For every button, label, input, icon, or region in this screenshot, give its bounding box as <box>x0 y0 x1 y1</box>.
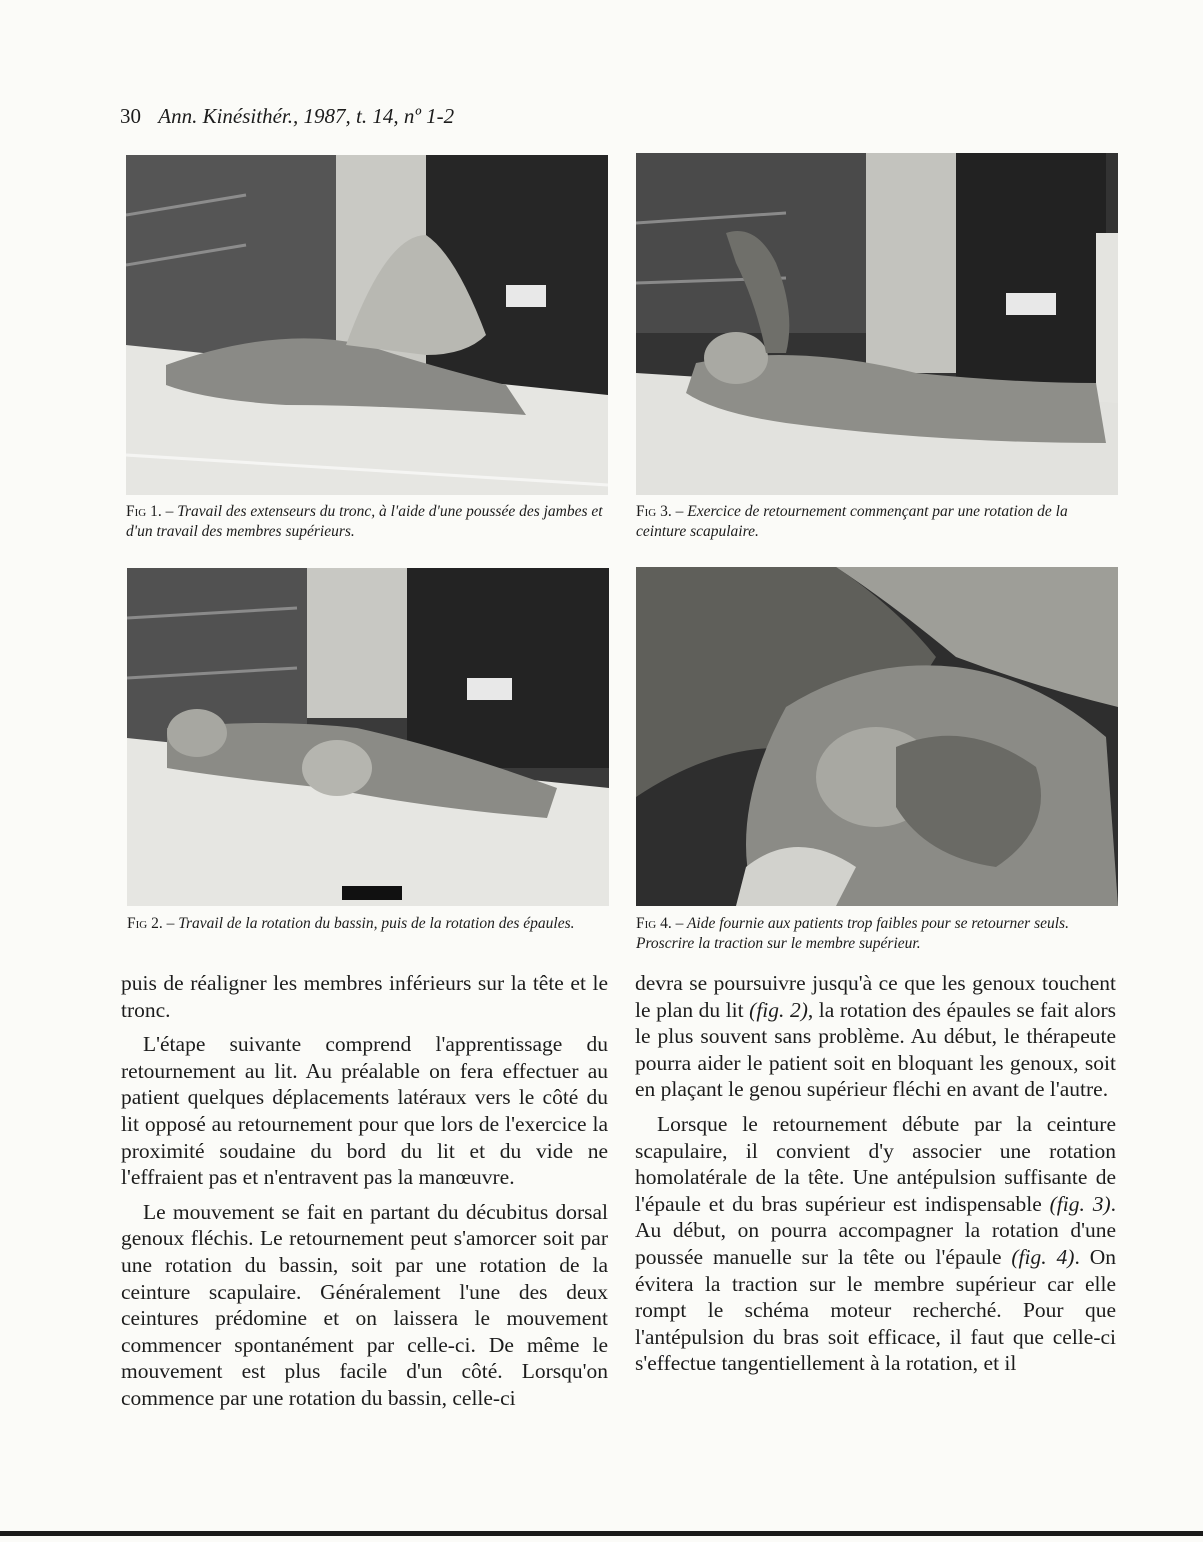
figure-2-label: Fig 2. <box>127 915 163 932</box>
fig-4-reference: (fig. 4) <box>1011 1244 1075 1269</box>
figure-1-label: Fig 1. <box>126 503 162 520</box>
figure-4-caption <box>636 914 1120 954</box>
fig-2-reference: (fig. 2) <box>749 997 808 1022</box>
right-p2-text-b: . Au début, on pourra accompagner la rotation d'une poussée manuelle sur la tête ou l'épaule <box>635 1191 1116 1269</box>
left-paragraph-3: Le mouvement se fait en partant du décubitus dorsal genoux fléchis. Le retournement peut s'amorcer soit par une rotation du bassin, soit par une rotation de la ceinture scapulaire. Généralement l'une des deux ceintures prédomine et on laissera le mouvement commencer spontanément par celle-ci. De même le mouvement est plus facile d'un côté. Lorsqu'on commence par une rotation du bassin, celle-ci <box>121 1199 608 1410</box>
left-paragraph-2: L'étape suivante comprend l'apprentissage du retournement au lit. Au préalable on fera effectuer au patient quelques déplacements latéraux vers le côté du lit opposé au retournement pour que lors de l'exercice la proximité soudaine du bord du lit et du vide ne l'effraient pas et n'entravent pas la manœuvre. <box>121 1032 608 1190</box>
left-paragraph-1: puis de réaligner les membres inférieurs sur la tête et le tronc. <box>121 971 608 1022</box>
right-paragraph-1 <box>635 970 1116 1103</box>
right-p2-text-a: Lorsque le retournement débute par la ceinture scapulaire, il convient d'y associer une rotation homolatérale de la tête. Une antépulsion suffisante de l'épaule et du bras supérieur est indispensable <box>635 1111 1116 1216</box>
figure-4-label: Fig 4. <box>636 915 672 932</box>
figure-1-text: – Travail des extenseurs du tronc, à l'aide d'une poussée des jambes et d'un travail des membres supérieurs. <box>126 503 603 540</box>
figure-2-caption <box>127 914 609 934</box>
figure-4-text: – Aide fournie aux patients trop faibles pour se retourner seuls. Proscrire la traction sur le membre supérieur. <box>636 915 1069 952</box>
figure-2-text: – Travail de la rotation du bassin, puis de la rotation des épaules. <box>162 915 575 932</box>
right-paragraph-2 <box>635 1111 1116 1377</box>
left-column <box>121 970 608 1412</box>
figure-2-photo <box>127 568 609 906</box>
page-number: 30 <box>120 104 141 128</box>
journal-citation: Ann. Kinésithér., 1987, t. 14, nº 1-2 <box>158 104 455 128</box>
figure-4-photo <box>636 567 1118 906</box>
right-column <box>635 970 1116 1377</box>
figure-3-photo <box>636 153 1118 495</box>
bottom-border <box>0 1531 1203 1536</box>
figure-1-photo <box>126 155 608 495</box>
figure-1-caption <box>126 502 610 542</box>
right-p1-text-b: , la rotation des épaules se fait alors le plus souvent sans problème. Au début, le thérapeute pourra aider le patient soit en bloquant les genoux, soit en plaçant le genou supérieur fléchi en avant de l'autre. <box>635 997 1116 1102</box>
figure-3-text: – Exercice de retournement commençant par une rotation de la ceinture scapulaire. <box>636 503 1068 540</box>
running-header <box>120 104 454 129</box>
figure-3-caption <box>636 502 1120 542</box>
right-p2-text-c: . On évitera la traction sur le membre supérieur car elle rompt le schéma moteur recherché. Pour que l'antépulsion du bras soit efficace, il faut que celle-ci s'effectue tangentiellement à la rotation, et il <box>635 1244 1116 1376</box>
right-p1-text-a: devra se poursuivre jusqu'à ce que les genoux touchent le plan du lit <box>635 971 1116 1022</box>
fig-3-reference: (fig. 3) <box>1049 1191 1111 1216</box>
figure-3-label: Fig 3. <box>636 503 672 520</box>
